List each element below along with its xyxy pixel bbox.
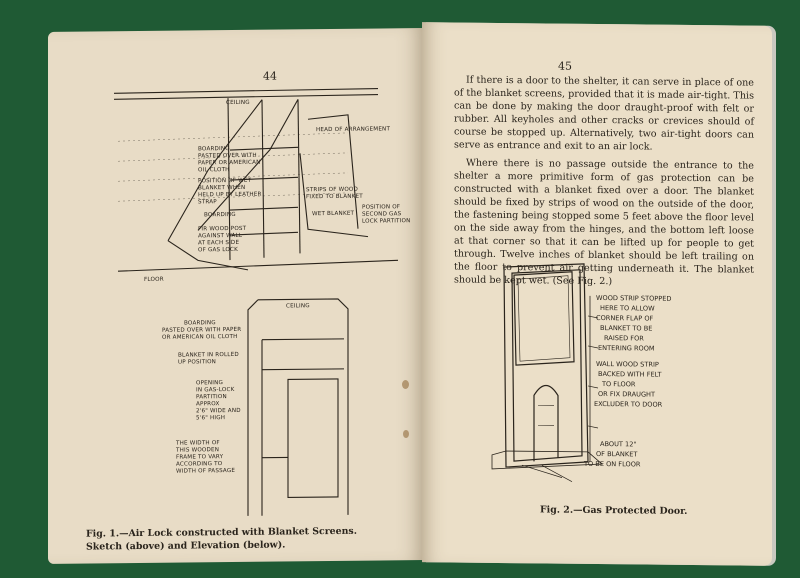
sketch-boarding-label: BOARDING <box>204 212 236 219</box>
page-number-right: 45 <box>558 59 572 73</box>
width-line3: FRAME TO VARY <box>176 454 224 461</box>
wood-strip-line2: HERE TO ALLOW <box>600 304 655 313</box>
left-page <box>48 28 424 564</box>
wet-blanket-label: WET BLANKET <box>312 210 355 218</box>
paragraph-1: If there is a door to the shelter, it can serve in place of one of the blanket screens, provided that it is made air-tight. This can be done by making the door draught-proof with felt or rubber. All keyholes and other cracks or crevices should of course be stopped up. Alternatively, two air-tight doors can serve as entrance and exit to an air lock. <box>454 74 754 153</box>
position-wet-line2: BLANKET WHEN <box>198 184 246 192</box>
right-page <box>422 22 772 566</box>
boarding-pasted-line2: PASTED OVER WITH <box>198 152 257 160</box>
boarding-pasted-line4: OIL CLOTH <box>198 167 230 174</box>
wood-strip-line1: WOOD STRIP STOPPED <box>596 293 672 303</box>
booklet <box>30 12 772 564</box>
boarding-pasted-line1: BOARDING <box>198 146 230 153</box>
opening-line1: OPENING <box>196 380 224 387</box>
gas-protected-door-drawing <box>422 254 772 498</box>
fir-wood-line3: AT EACH SIDE <box>198 239 240 247</box>
fig2-caption: Fig. 2.—Gas Protected Door. <box>540 504 688 517</box>
about-line1: ABOUT 12" <box>600 440 637 449</box>
position-wet-line1: POSITION OF WET <box>198 177 252 185</box>
strips-line2: FIXED TO BLANKET <box>306 193 363 201</box>
wood-strip-line3: CORNER FLAP OF <box>596 313 654 323</box>
elev-boarding-line2: PASTED OVER WITH PAPER <box>162 326 242 334</box>
elev-boarding-line1: BOARDING <box>184 320 216 327</box>
elevation-ceiling-label: CEILING <box>286 303 310 310</box>
wall-strip-line1: WALL WOOD STRIP <box>596 359 659 369</box>
wood-strip-line6: ENTERING ROOM <box>598 344 655 353</box>
air-lock-sketch <box>48 28 424 292</box>
paragraph-2: Where there is no passage outside the entrance to the shelter a more primitive form of gas protection can be constructed with a blanket fixed over a door. The blanket should be fixed by strips of wood on the outside of the door, the fastening being stopped some 5 feet above the floor level on the side away from the hinges, and the bottom left loose at that corner so that it can be lifted up for people to get through. Twelve inches of blanket should be left trailing on the floor to prevent air getting underneath it. The blanket should be kept wet. (See Fig. 2.) <box>454 158 754 287</box>
opening-line2: IN GAS-LOCK <box>196 387 235 394</box>
strips-line1: STRIPS OF WOOD <box>306 186 359 194</box>
sketch-ceiling-label: CEILING <box>226 99 250 107</box>
fir-wood-line4: OF GAS LOCK <box>198 246 238 254</box>
position-second-line1: POSITION OF <box>362 204 401 211</box>
fig1-caption <box>86 524 396 553</box>
page-number-left: 44 <box>263 69 277 83</box>
opening-line3: PARTITION <box>196 394 227 401</box>
about-line3: TO BE ON FLOOR <box>584 459 641 469</box>
wood-strip-line4: BLANKET TO BE <box>600 324 653 333</box>
wall-strip-line5: EXCLUDER TO DOOR <box>594 399 663 409</box>
blanket-rolled-line2: UP POSITION <box>178 359 217 366</box>
staple-stain-bottom <box>403 430 409 438</box>
wood-strip-line5: RAISED FOR <box>604 334 644 343</box>
staple-stain-top <box>402 380 409 389</box>
wall-strip-line4: OR FIX DRAUGHT <box>598 390 656 399</box>
position-second-line3: LOCK PARTITION <box>362 218 411 225</box>
elev-boarding-line3: OR AMERICAN OIL CLOTH <box>162 333 238 341</box>
air-lock-elevation <box>48 286 424 530</box>
position-wet-line4: STRAP <box>198 199 217 206</box>
wall-strip-line3: TO FLOOR <box>602 380 636 389</box>
fig1-caption-line1: Fig. 1.—Air Lock constructed with Blanket Screens. <box>86 525 357 540</box>
wall-strip-line2: BACKED WITH FELT <box>598 370 662 379</box>
opening-line4: APPROX <box>196 401 220 408</box>
boarding-pasted-line3: PAPER OR AMERICAN <box>198 159 261 167</box>
fir-wood-line2: AGAINST WALL <box>198 232 243 240</box>
sketch-head-label: HEAD OF ARRANGEMENT <box>316 126 391 134</box>
fig1-caption-line2: Sketch (above) and Elevation (below). <box>86 539 286 553</box>
position-wet-line3: HELD UP BY LEATHER <box>198 191 262 199</box>
width-line1: THE WIDTH OF <box>176 440 220 447</box>
width-line5: WIDTH OF PASSAGE <box>176 468 236 475</box>
blanket-rolled-line1: BLANKET IN ROLLED <box>178 351 239 359</box>
width-line4: ACCORDING TO <box>176 461 223 468</box>
width-line2: THIS WOODEN <box>176 447 220 454</box>
opening-line5: 2'6" WIDE AND <box>196 407 241 415</box>
about-line2: OF BLANKET <box>596 449 638 459</box>
opening-line6: 5'6" HIGH <box>196 415 226 422</box>
fir-wood-line1: FIR WOOD POST <box>198 225 247 233</box>
position-second-line2: SECOND GAS <box>362 211 402 218</box>
sketch-floor-label: FLOOR <box>144 276 164 283</box>
